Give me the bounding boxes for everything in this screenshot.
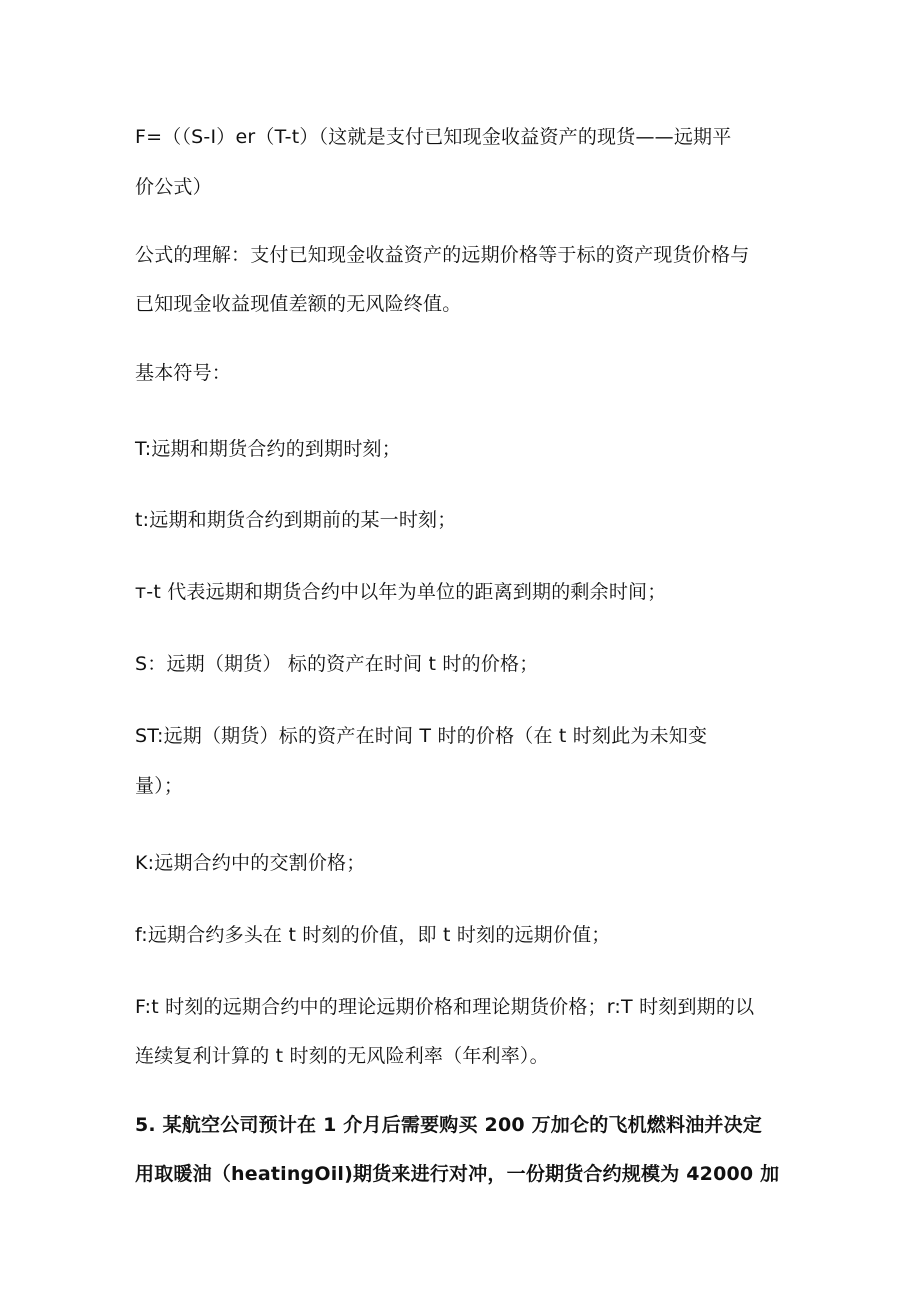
formula-line-2: 价公式） xyxy=(135,176,212,198)
symbol-ST-line-2: 量）； xyxy=(135,775,184,797)
symbol-T: T:远期和期货合约的到期时刻； xyxy=(135,438,401,460)
question-line-2: 用取暖油（heatingOil)期货来进行对冲，一份期货合约规模为 42000 加 xyxy=(135,1163,780,1185)
formula-line-1: F=（（S-I）er（T-t）（这就是支付已知现金收益资产的现货——远期平 xyxy=(135,126,732,148)
question-line-1: 5. 某航空公司预计在 1 介月后需要购买 200 万加仑的飞机燃料油并决定 xyxy=(135,1114,762,1136)
symbol-f: f:远期合约多头在 t 时刻的价值，即 t 时刻的远期价值； xyxy=(135,924,611,946)
symbol-tau: т-t 代表远期和期货合约中以年为单位的距离到期的剩余时间； xyxy=(135,581,667,603)
symbol-S: S：远期（期货） 标的资产在时间 t 时的价格； xyxy=(135,653,539,675)
symbol-K: K:远期合约中的交割价格； xyxy=(135,852,366,874)
explanation-line-1: 公式的理解：支付已知现金收益资产的远期价格等于标的资产现货价格与 xyxy=(135,244,750,266)
symbol-t: t:远期和期货合约到期前的某一时刻； xyxy=(135,509,457,531)
symbol-F-line-1: F:t 时刻的远期合约中的理论远期价格和理论期货价格；r:T 时刻到期的以 xyxy=(135,996,755,1018)
symbols-heading: 基本符号： xyxy=(135,362,232,384)
symbol-ST-line-1: ST:远期（期货）标的资产在时间 T 时的价格（在 t 时刻此为未知变 xyxy=(135,725,708,747)
explanation-line-2: 已知现金收益现值差额的无风险终值。 xyxy=(135,293,462,315)
symbol-F-line-2: 连续复利计算的 t 时刻的无风险利率（年利率）。 xyxy=(135,1045,549,1067)
